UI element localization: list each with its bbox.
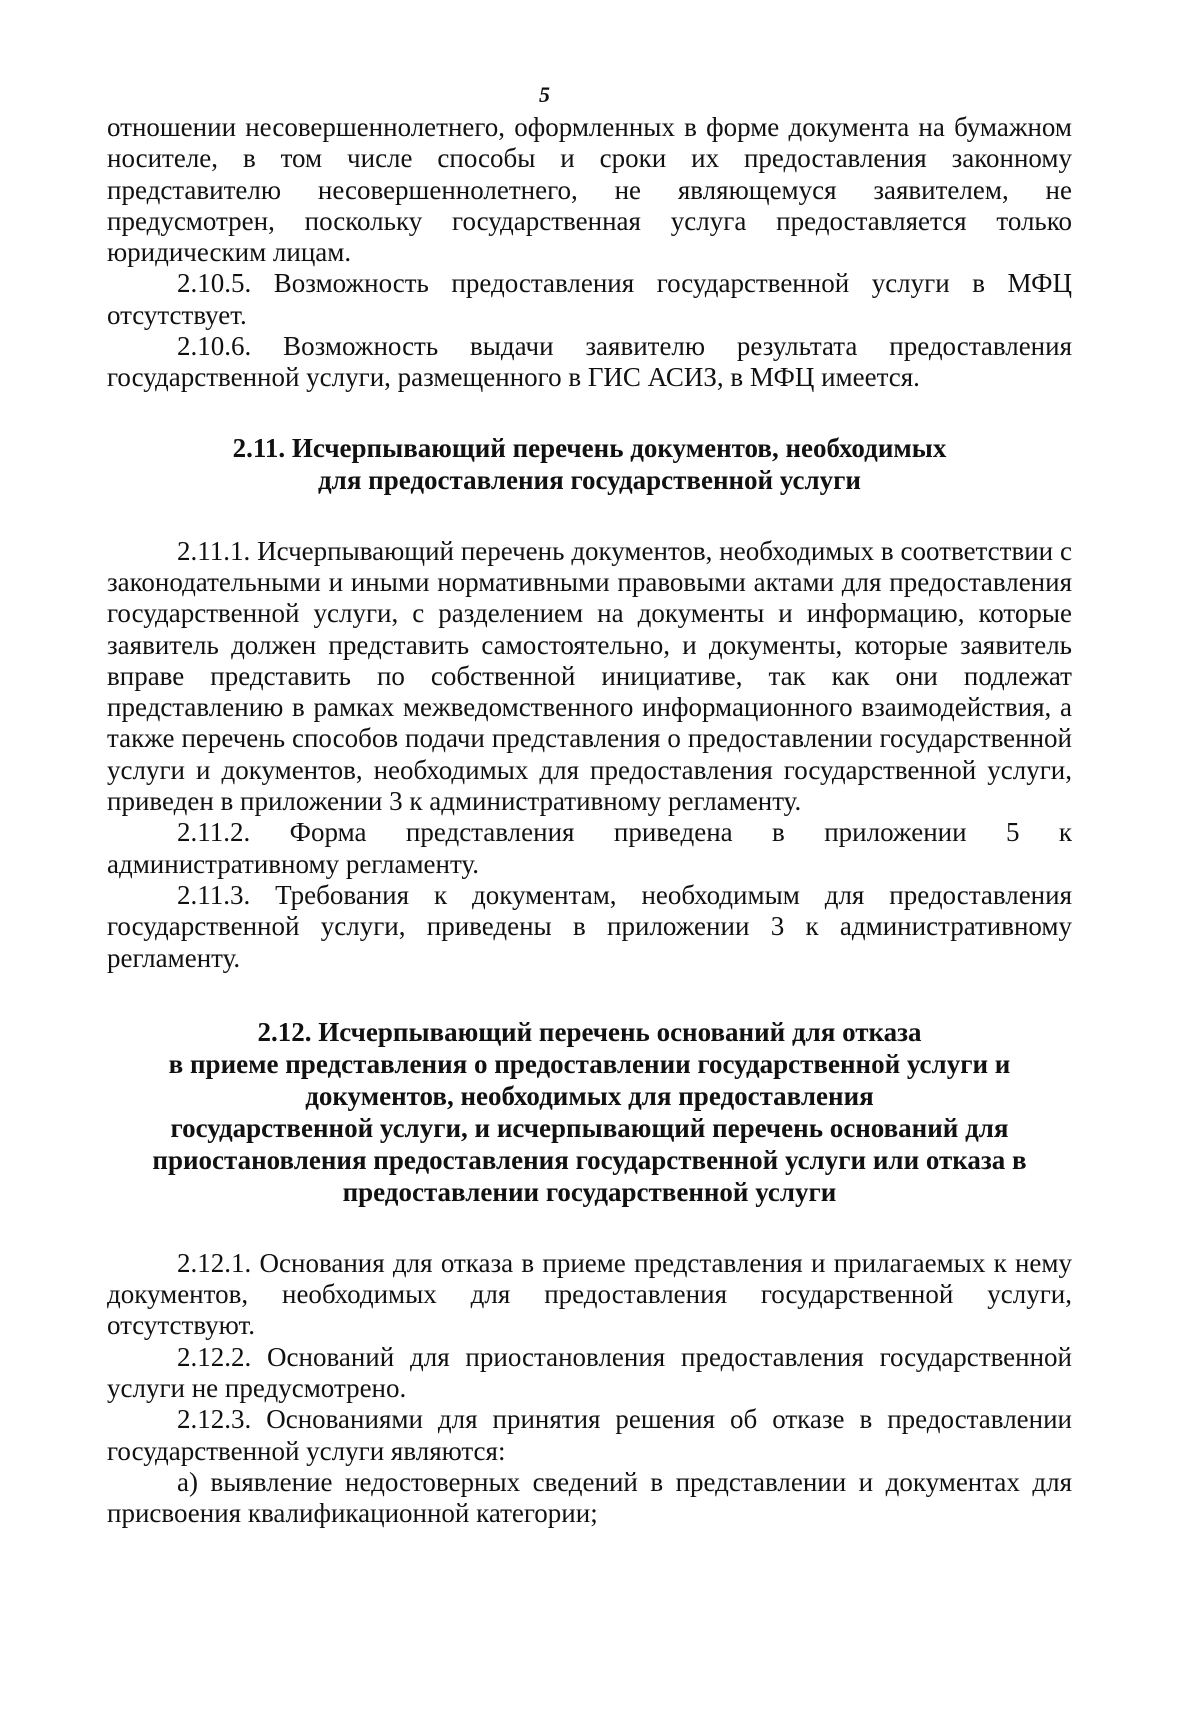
heading-2-12-line: государственной услуги, и исчерпывающий перечень оснований для	[170, 1112, 1009, 1143]
paragraph-2-12-2: 2.12.2. Оснований для приостановления предоставления государственной услуги не предусмотрено.	[107, 1341, 1072, 1404]
section-2-11-body	[107, 536, 1072, 974]
heading-2-11-line: 2.11. Исчерпывающий перечень документов, необходимых	[232, 432, 947, 463]
heading-2-12-line: 2.12. Исчерпывающий перечень оснований для отказа	[257, 1016, 922, 1047]
paragraph-2-11-2: 2.11.2. Форма представления приведена в приложении 5 к административному регламенту.	[107, 817, 1072, 879]
heading-2-12-line: в приеме представления о предоставлении государственной услуги и	[168, 1048, 1011, 1079]
heading-2-12-line: предоставлении государственной услуги	[342, 1176, 837, 1207]
section-2-12-body	[107, 1248, 1072, 1530]
paragraph-2-10-5: 2.10.5. Возможность предоставления государственной услуги в МФЦ отсутствует.	[107, 268, 1072, 330]
section-2-10-continuation	[107, 112, 1072, 394]
paragraph-2-12-3: 2.12.3. Основаниями для принятия решения об отказе в предоставлении государственной услуги являются:	[107, 1404, 1072, 1466]
paragraph-2-10-6: 2.10.6. Возможность выдачи заявителю результата предоставления государственной услуги, размещенного в ГИС АСИЗ, в МФЦ имеется.	[107, 331, 1072, 393]
heading-2-11-line: для предоставления государственной услуги	[318, 464, 861, 495]
paragraph-2-11-1: 2.11.1. Исчерпывающий перечень документов, необходимых в соответствии с законодательными и иными нормативными правовыми актами для предоставления государственной услуги, с разделением на документы и информацию, которые заявитель должен представить самостоятельно, и документы, которые заявитель вправе представить по собственной инициативе, так как они подлежат представлению в рамках межведомственного информационного взаимодействия, а также перечень способов подачи представления о предоставлении государственной услуги и документов, необходимых для предоставления государственной услуги, приведен в приложении 3 к административному регламенту.	[107, 535, 1072, 817]
intro-paragraph: отношении несовершеннолетнего, оформленных в форме документа на бумажном носителе, в том числе способы и сроки их предоставления законному представителю несовершеннолетнего, не являющемуся заявителем, не предусмотрен, поскольку государственная услуга предоставляется только юридическим лицам.	[107, 112, 1072, 268]
heading-2-11	[107, 432, 1072, 496]
list-item-a: а) выявление недостоверных сведений в представлении и документах для присвоения квалификационной категории;	[107, 1466, 1072, 1529]
paragraph-2-11-3: 2.11.3. Требования к документам, необходимым для предоставления государственной услуги, приведены в приложении 3 к административному регламенту.	[107, 879, 1072, 973]
heading-2-12-line: приостановления предоставления государственной услуги или отказа в	[152, 1144, 1027, 1175]
heading-2-12	[107, 1016, 1072, 1208]
paragraph-2-12-1: 2.12.1. Основания для отказа в приеме представления и прилагаемых к нему документов, необходимых для предоставления государственной услуги, отсутствуют.	[107, 1247, 1072, 1341]
page-number: 5	[539, 82, 550, 107]
heading-2-12-line: документов, необходимых для предоставления	[305, 1080, 874, 1111]
